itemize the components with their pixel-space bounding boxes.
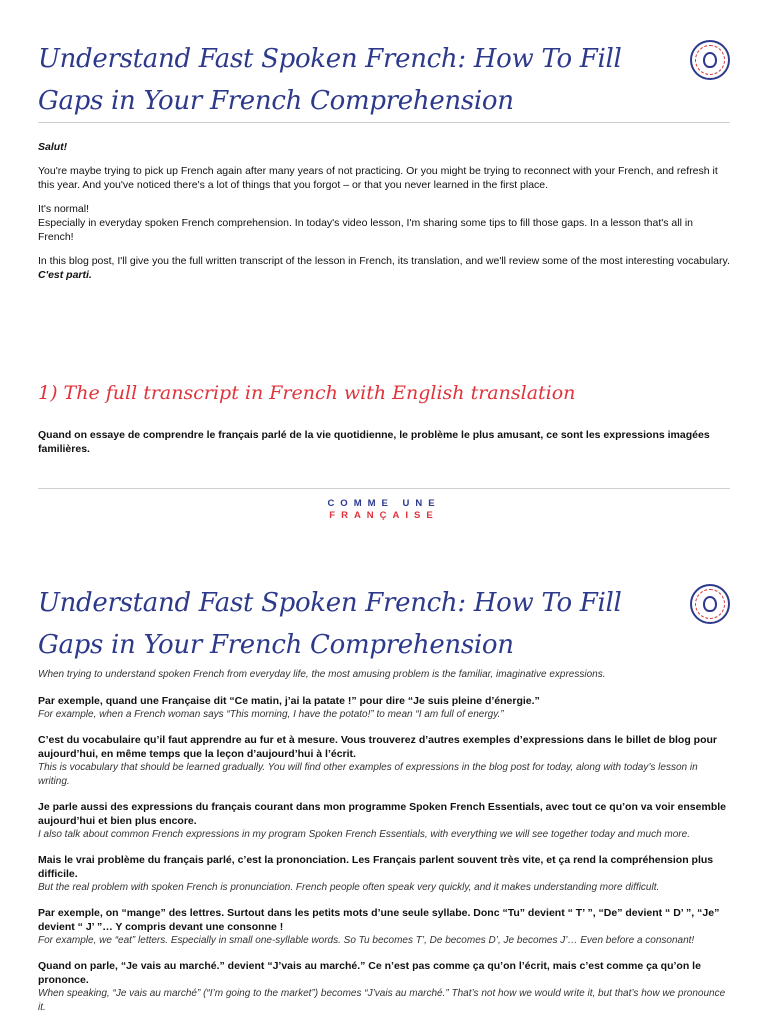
paragraph: You're maybe trying to pick up French again after many years of not practicing. Or you might be trying to reconnect with your French, and refresh it this year. And you've noticed there's a lot of things that you forgot – or that you never learned in the first place.	[38, 165, 718, 191]
translation-intro: When trying to understand spoken French from everyday life, the most amusing problem is the familiar, imaginative expressions.	[38, 669, 606, 680]
logo-face-icon	[703, 52, 717, 68]
document-page-2	[0, 548, 768, 1024]
greeting: Salut!	[38, 141, 68, 153]
footer-divider	[38, 488, 730, 489]
document-page-1	[0, 0, 768, 480]
section-heading: 1) The full transcript in French with English translation	[38, 382, 576, 404]
french-text: Mais le vrai problème du français parlé, c’est la prononciation. Les Français parlent souvent très vite, et ça rend la compréhension plus difficile.	[38, 854, 714, 880]
french-text: Je parle aussi des expressions du français courant dans mon programme Spoken French Essentials, avec tout ce qu’on va voir ensemble aujourd’hui et bien plus encore.	[38, 801, 726, 827]
paragraph: It's normal! Especially in everyday spoken French comprehension. In today's video lesson, I'm sharing some tips to fill those gaps. In a lesson that's all in French!	[38, 203, 694, 243]
transcript-block	[38, 906, 730, 948]
transcript-block	[38, 959, 730, 1015]
transcript	[38, 668, 730, 1026]
closing: C'est parti.	[38, 269, 92, 281]
transcript-block	[38, 800, 730, 842]
transcript-block	[38, 733, 730, 789]
header-divider	[38, 122, 730, 123]
intro-text	[38, 140, 730, 292]
paragraph: In this blog post, I'll give you the full written transcript of the lesson in French, its translation, and we'll review some of the most interesting vocabulary.	[38, 255, 730, 267]
english-translation: This is vocabulary that should be learned gradually. You will find other examples of expressions in the blog post for today, along with today’s lesson in writing.	[38, 762, 698, 787]
transcript-block	[38, 694, 730, 722]
section-intro: Quand on essaye de comprendre le français parlé de la vie quotidienne, le problème le plus amusant, ce sont les expressions imagées familières.	[38, 429, 710, 455]
english-translation: But the real problem with spoken French is pronunciation. French people often speak very quickly, and it makes understanding more difficult.	[38, 882, 660, 893]
brand-logo-icon	[690, 584, 730, 624]
brand-logo-icon	[690, 40, 730, 80]
brand-wordmark-line2: FRANÇAISE	[329, 510, 439, 521]
brand-wordmark-line1: COMME UNE	[327, 498, 441, 509]
english-translation: For example, we “eat” letters. Especially in small one-syllable words. So Tu becomes T’, De becomes D’, Je becomes J’… Even before a consonant!	[38, 935, 695, 946]
logo-face-icon	[703, 596, 717, 612]
french-text: C’est du vocabulaire qu’il faut apprendre au fur et à mesure. Vous trouverez d’autres exemples d’expressions dans le billet de blog pour aujourd’hui, en même temps que la leçon d’aujourd’hui à l’écrit.	[38, 734, 717, 760]
english-translation: When speaking, “Je vais au marché” (“I’m going to the market”) becomes “J’vais au marché.” That’s not how we would write it, but that’s how we pronounce it.	[38, 988, 726, 1013]
english-translation: For example, when a French woman says “This morning, I have the potato!” to mean “I am full of energy.”	[38, 709, 504, 720]
french-text: Quand on parle, “Je vais au marché.” devient “J’vais au marché.” Ce n’est pas comme ça qu’on l’écrit, mais c’est comme ça qu’on le prononce.	[38, 960, 701, 986]
page-title: Understand Fast Spoken French: How To Fill Gaps in Your French Comprehension	[38, 44, 622, 116]
english-translation: I also talk about common French expressions in my program Spoken French Essentials, with everything we will see together today and much more.	[38, 829, 690, 840]
french-text: Par exemple, on “mange” des lettres. Surtout dans les petits mots d’une seule syllabe. Donc “Tu” devient “ T’ ”, “De” devient “ D’ ”, “Je” devient “ J’ ”… Y compris devant une consonne !	[38, 907, 720, 933]
french-text: Par exemple, quand une Française dit “Ce matin, j’ai la patate !” pour dire “Je suis pleine d’énergie.”	[38, 695, 540, 707]
page-title: Understand Fast Spoken French: How To Fill Gaps in Your French Comprehension	[38, 588, 622, 660]
transcript-block	[38, 853, 730, 895]
